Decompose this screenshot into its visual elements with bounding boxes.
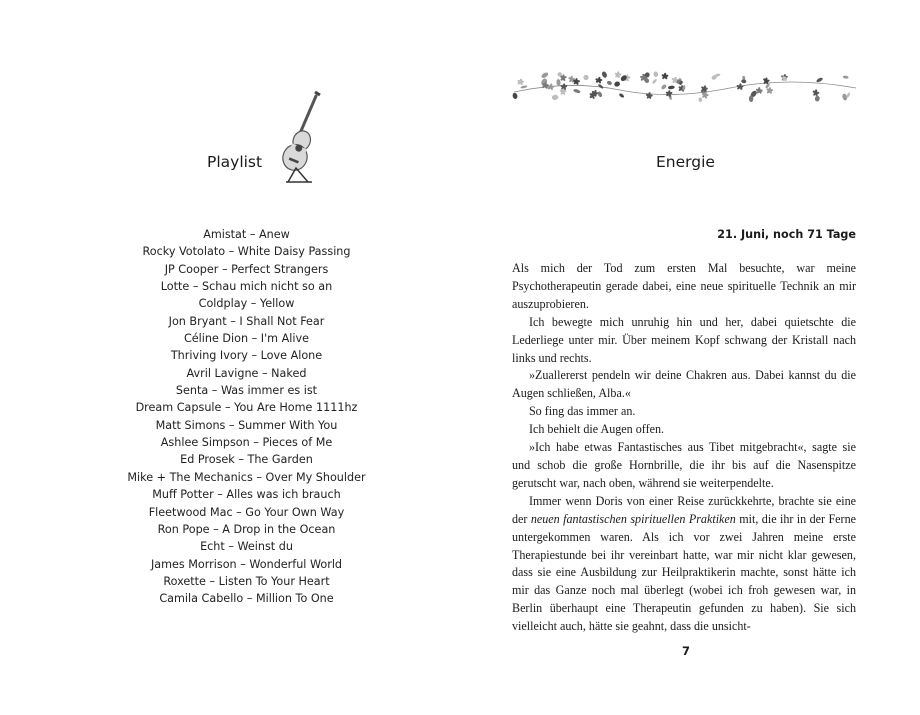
page-number: 7 [682,644,691,658]
text-run: Immer wenn Doris von einer Reise zurückkehrte, brachte sie eine der [512,493,856,526]
paragraph [512,260,856,314]
page-title: Playlist [207,153,263,171]
acoustic-guitar-icon [278,88,326,184]
playlist-track: James Morrison – Wonderful World [150,557,343,571]
playlist-track: Avril Lavigne – Naked [186,366,307,380]
playlist-track: Ron Pope – A Drop in the Ocean [157,522,336,536]
chapter-dateline: 21. Juni, noch 71 Tage [717,228,856,241]
playlist-track: Lotte – Schau mich nicht so an [160,280,333,294]
playlist-track: Matt Simons – Summer With You [155,418,338,432]
playlist-track: JP Cooper – Perfect Strangers [164,262,329,276]
paragraph [512,421,856,439]
playlist-track: Coldplay – Yellow [198,297,295,311]
text-run: »Zuallererst pendeln wir deine Chakren aus. Dabei kannst du die Augen schließen, Alba.« [512,368,856,401]
paragraph [512,314,856,368]
emphasized-text: neuen fantastischen spirituellen Praktiken [530,511,736,526]
playlist-track: Mike + The Mechanics – Over My Shoulder [127,470,366,484]
flower-border-icon [510,62,860,108]
playlist-track: Céline Dion – I'm Alive [183,332,309,346]
playlist-track: Ed Prosek – The Garden [180,453,313,467]
text-run: »Ich habe etwas Fantastisches aus Tibet mitgebracht«, sagte sie und schob die große Hornbrille, die ihr bis auf die Nasenspitze gerutscht war, nach oben, während sie weiterpendelte. [512,440,856,490]
playlist-track: Echt – Weinst du [200,540,293,554]
paragraph [512,367,856,403]
text-run: Ich behielt die Augen offen. [528,422,665,437]
playlist-track: Jon Bryant – I Shall Not Fear [168,314,325,328]
playlist-track: Dream Capsule – You Are Home 1111hz [135,401,358,415]
playlist-track: Fleetwood Mac – Go Your Own Way [148,505,345,519]
text-run: So fing das immer an. [528,404,636,419]
playlist-track: Senta – Was immer es ist [175,384,318,398]
playlist-track: Camila Cabello – Million To One [159,592,334,606]
playlist-track: Roxette – Listen To Your Heart [163,574,330,588]
chapter-title: Energie [656,153,715,171]
playlist-track: Amistat – Anew [203,228,290,241]
paragraph [512,493,856,636]
paragraph [512,403,856,421]
text-run: Als mich der Tod zum ersten Mal besuchte, war meine Psychotherapeutin gerade dabei, eine neue spirituelle Technik an mir auszuprobieren. [512,261,856,311]
playlist-track: Rocky Votolato – White Daisy Passing [142,245,351,259]
text-run: Ich bewegte mich unruhig hin und her, dabei quietschte die Lederliege unter mir. Über meinem Kopf schwang der Kristall nach links und rechts. [512,314,856,365]
paragraph [512,439,856,493]
playlist-track: Ashlee Simpson – Pieces of Me [160,436,333,450]
playlist [0,226,460,608]
chapter-text [512,260,856,636]
text-run: mit, die ihr in der Ferne untergekommen waren. Als ich vor zwei Jahren meine erste Therapiestunde bei ihr vereinbart hatte, war mir nicht klar gewesen, dass sie eine Ausbildung zur Heilpraktikerin machte, sonst hätte ich mir das Ganze noch mal überlegt (wobei ich froh gewesen war, in Berlin überhaupt eine Therapeutin gefunden zu haben). Sie sich vielleicht auch, hätte sie geahnt, dass die unsicht- [512,511,856,634]
right-page [460,0,920,715]
playlist-track: Muff Potter – Alles was ich brauch [152,488,341,502]
playlist-track: Thriving Ivory – Love Alone [170,349,323,363]
